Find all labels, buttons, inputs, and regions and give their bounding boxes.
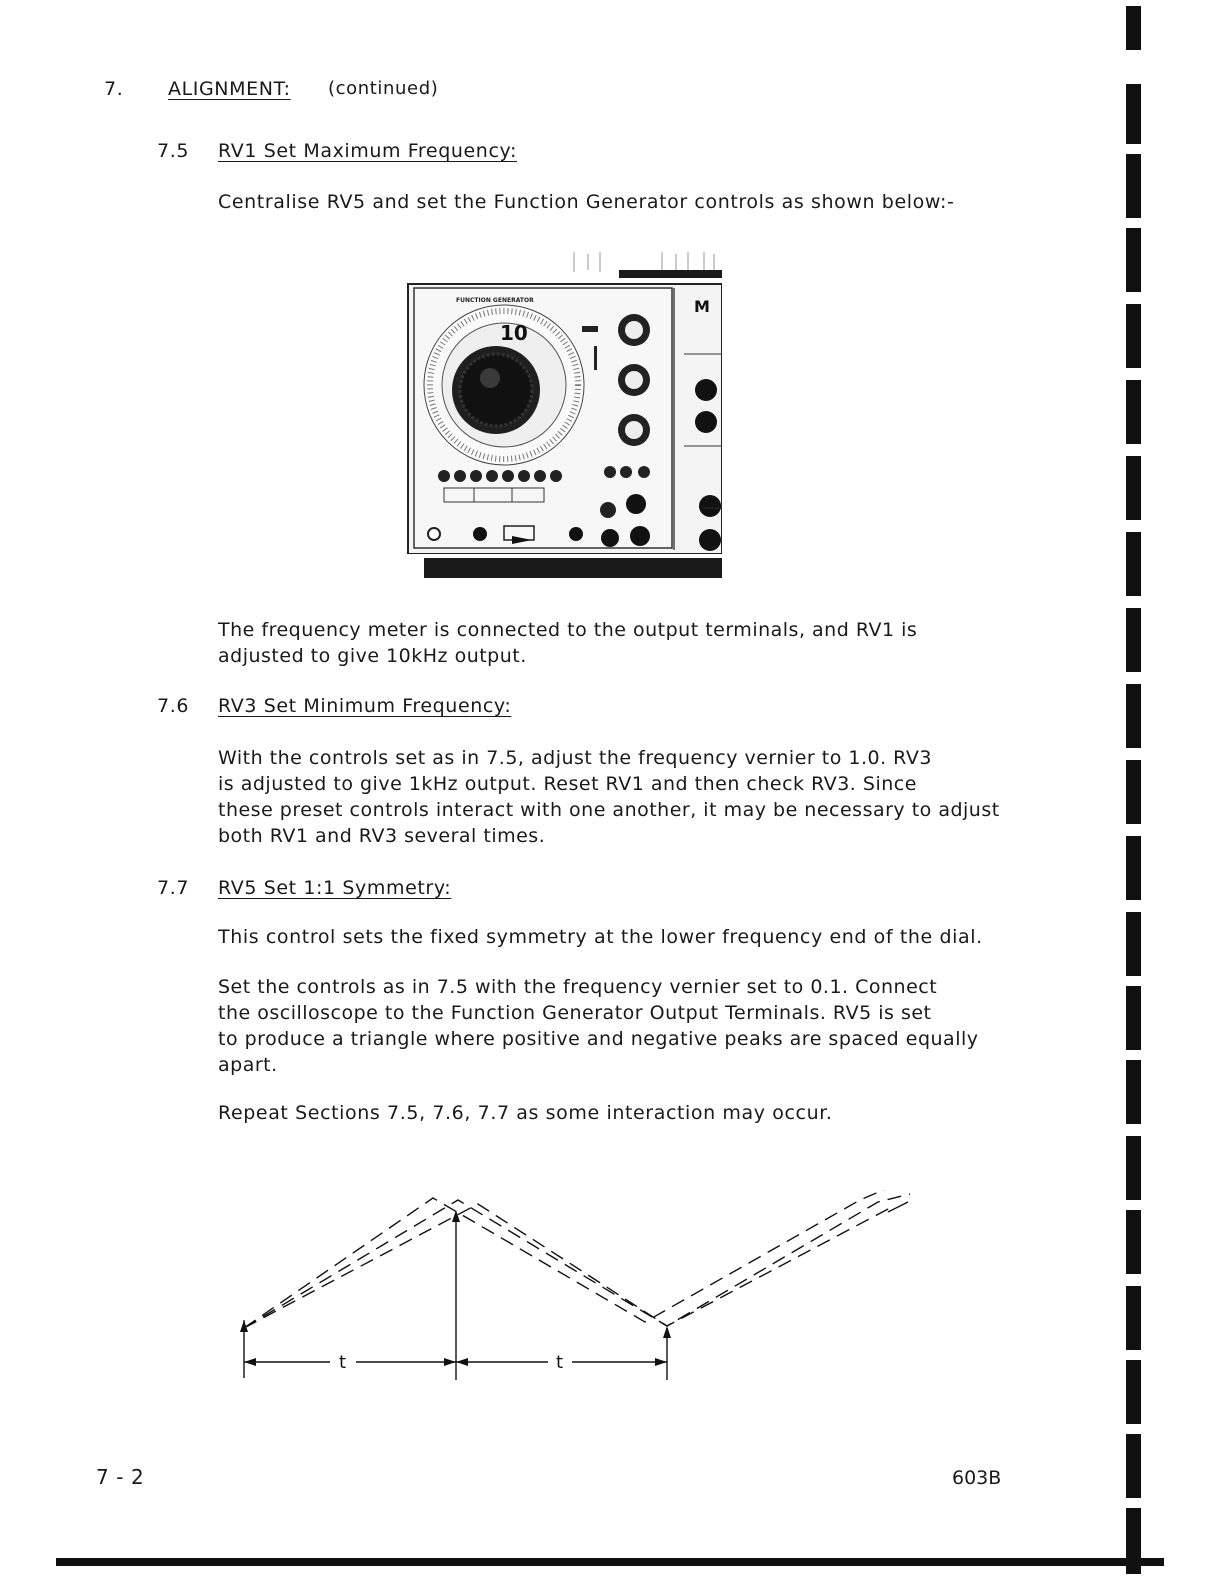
text-line: With the controls set as in 7.5, adjust the frequency vernier to 1.0. RV3 (218, 747, 932, 769)
section-number: 7. (104, 78, 124, 100)
panel-label: FUNCTION GENERATOR (456, 297, 534, 304)
dimension-label-right: t (556, 1352, 564, 1373)
footer-page-number: 7 - 2 (96, 1465, 145, 1489)
subsection-7-7-number: 7.7 (157, 877, 190, 899)
waveform-trace-2 (244, 1194, 910, 1328)
triangle-waveform-diagram (230, 1190, 920, 1390)
text-line: these preset controls interact with one another, it may be necessary to adjust (218, 799, 1000, 821)
dial-value: 10 (500, 321, 528, 345)
subsection-7-7-para2 (218, 974, 979, 1078)
function-generator-photo-svg (404, 250, 722, 580)
section-title: ALIGNMENT: (168, 78, 291, 100)
text-line: The frequency meter is connected to the output terminals, and RV1 is (218, 619, 918, 641)
subsection-7-5-number: 7.5 (157, 140, 190, 162)
subsection-7-6-title: RV3 Set Minimum Frequency: (218, 695, 512, 717)
side-panel-mark: M (694, 297, 710, 316)
subsection-7-6-body (218, 745, 1000, 849)
subsection-7-5-title: RV1 Set Maximum Frequency: (218, 140, 517, 162)
bottom-scan-border (56, 1558, 1164, 1566)
subsection-7-7-para3: Repeat Sections 7.5, 7.6, 7.7 as some interaction may occur. (218, 1102, 833, 1124)
dimension-label-left: t (339, 1352, 347, 1373)
subsection-7-7-para1: This control sets the fixed symmetry at the lower frequency end of the dial. (218, 926, 983, 948)
text-line: to produce a triangle where positive and negative peaks are spaced equally (218, 1028, 979, 1050)
text-line: is adjusted to give 1kHz output. Reset RV1 and then check RV3. Since (218, 773, 917, 795)
text-line: Set the controls as in 7.5 with the frequency vernier set to 0.1. Connect (218, 976, 938, 998)
text-line: apart. (218, 1054, 278, 1076)
text-line: adjusted to give 10kHz output. (218, 645, 527, 667)
footer-model: 603B (952, 1467, 1002, 1489)
waveform-trace-1 (244, 1190, 902, 1328)
function-generator-photo (404, 250, 722, 580)
text-line: the oscilloscope to the Function Generator Output Terminals. RV5 is set (218, 1002, 932, 1024)
subsection-7-7-title: RV5 Set 1:1 Symmetry: (218, 877, 452, 899)
subsection-7-6-number: 7.6 (157, 695, 190, 717)
text-line: both RV1 and RV3 several times. (218, 825, 546, 847)
subsection-7-5-intro: Centralise RV5 and set the Function Generator controls as shown below:- (218, 191, 955, 213)
section-continued: (continued) (328, 78, 439, 99)
subsection-7-5-body (218, 617, 917, 669)
